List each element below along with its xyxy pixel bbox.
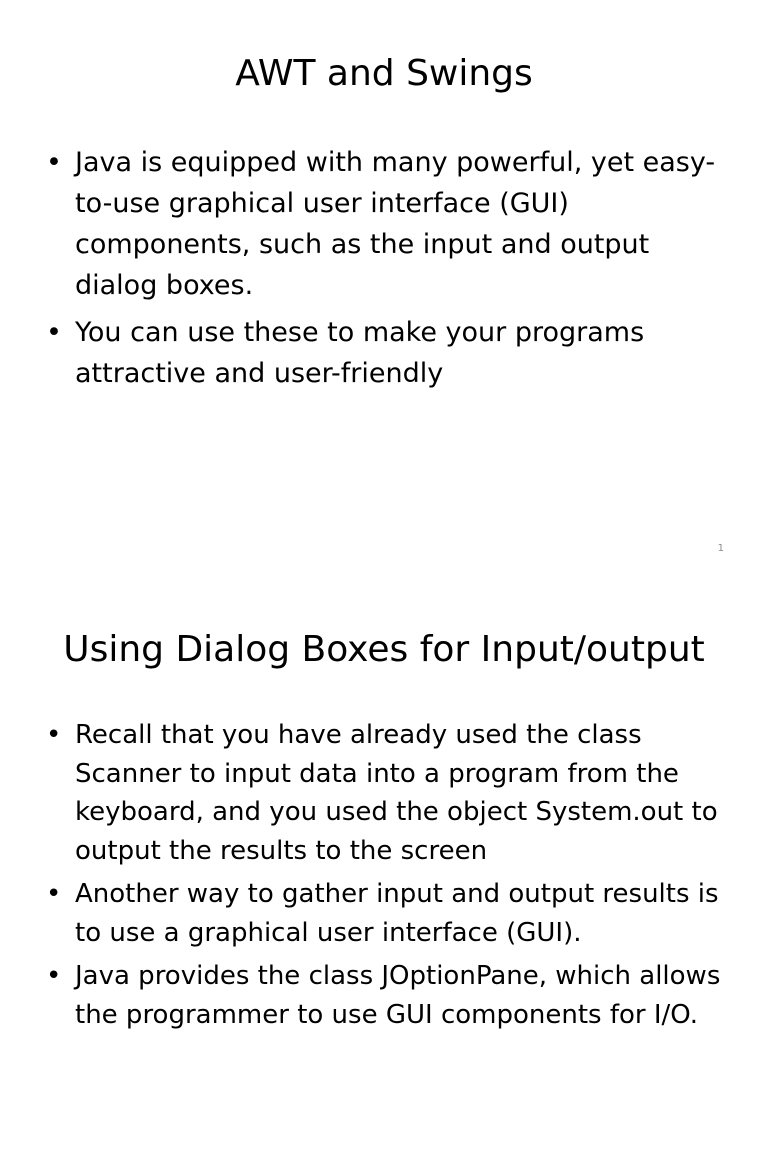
bullet-icon: • <box>46 720 62 750</box>
bullet-item <box>46 957 736 1034</box>
bullet-item <box>46 142 736 306</box>
slide-2 <box>0 576 768 1152</box>
bullet-icon: • <box>46 961 62 991</box>
bullet-item <box>46 875 736 952</box>
bullet-item <box>46 716 736 870</box>
bullet-list <box>46 142 736 394</box>
bullet-icon: • <box>46 147 62 178</box>
page-number: 1 <box>717 543 724 554</box>
bullet-text: Java is equipped with many powerful, yet easy-to-use graphical user interface (GUI) components, such as the input and output dialog boxes. <box>75 147 716 301</box>
bullet-text: You can use these to make your programs attractive and user-friendly <box>75 317 645 389</box>
bullet-icon: • <box>46 317 62 348</box>
bullet-list <box>46 716 736 1034</box>
bullet-text: Another way to gather input and output results is to use a graphical user interface (GUI). <box>75 879 719 948</box>
slide-title: AWT and Swings <box>235 53 533 94</box>
bullet-icon: • <box>46 879 62 909</box>
bullet-item <box>46 312 736 394</box>
slide-title: Using Dialog Boxes for Input/output <box>63 629 705 670</box>
bullet-text: Java provides the class JOptionPane, which allows the programmer to use GUI components for I/O. <box>75 961 721 1030</box>
bullet-text: Recall that you have already used the class Scanner to input data into a program from the keyboard, and you used the object System.out to output the results to the screen <box>75 720 718 866</box>
